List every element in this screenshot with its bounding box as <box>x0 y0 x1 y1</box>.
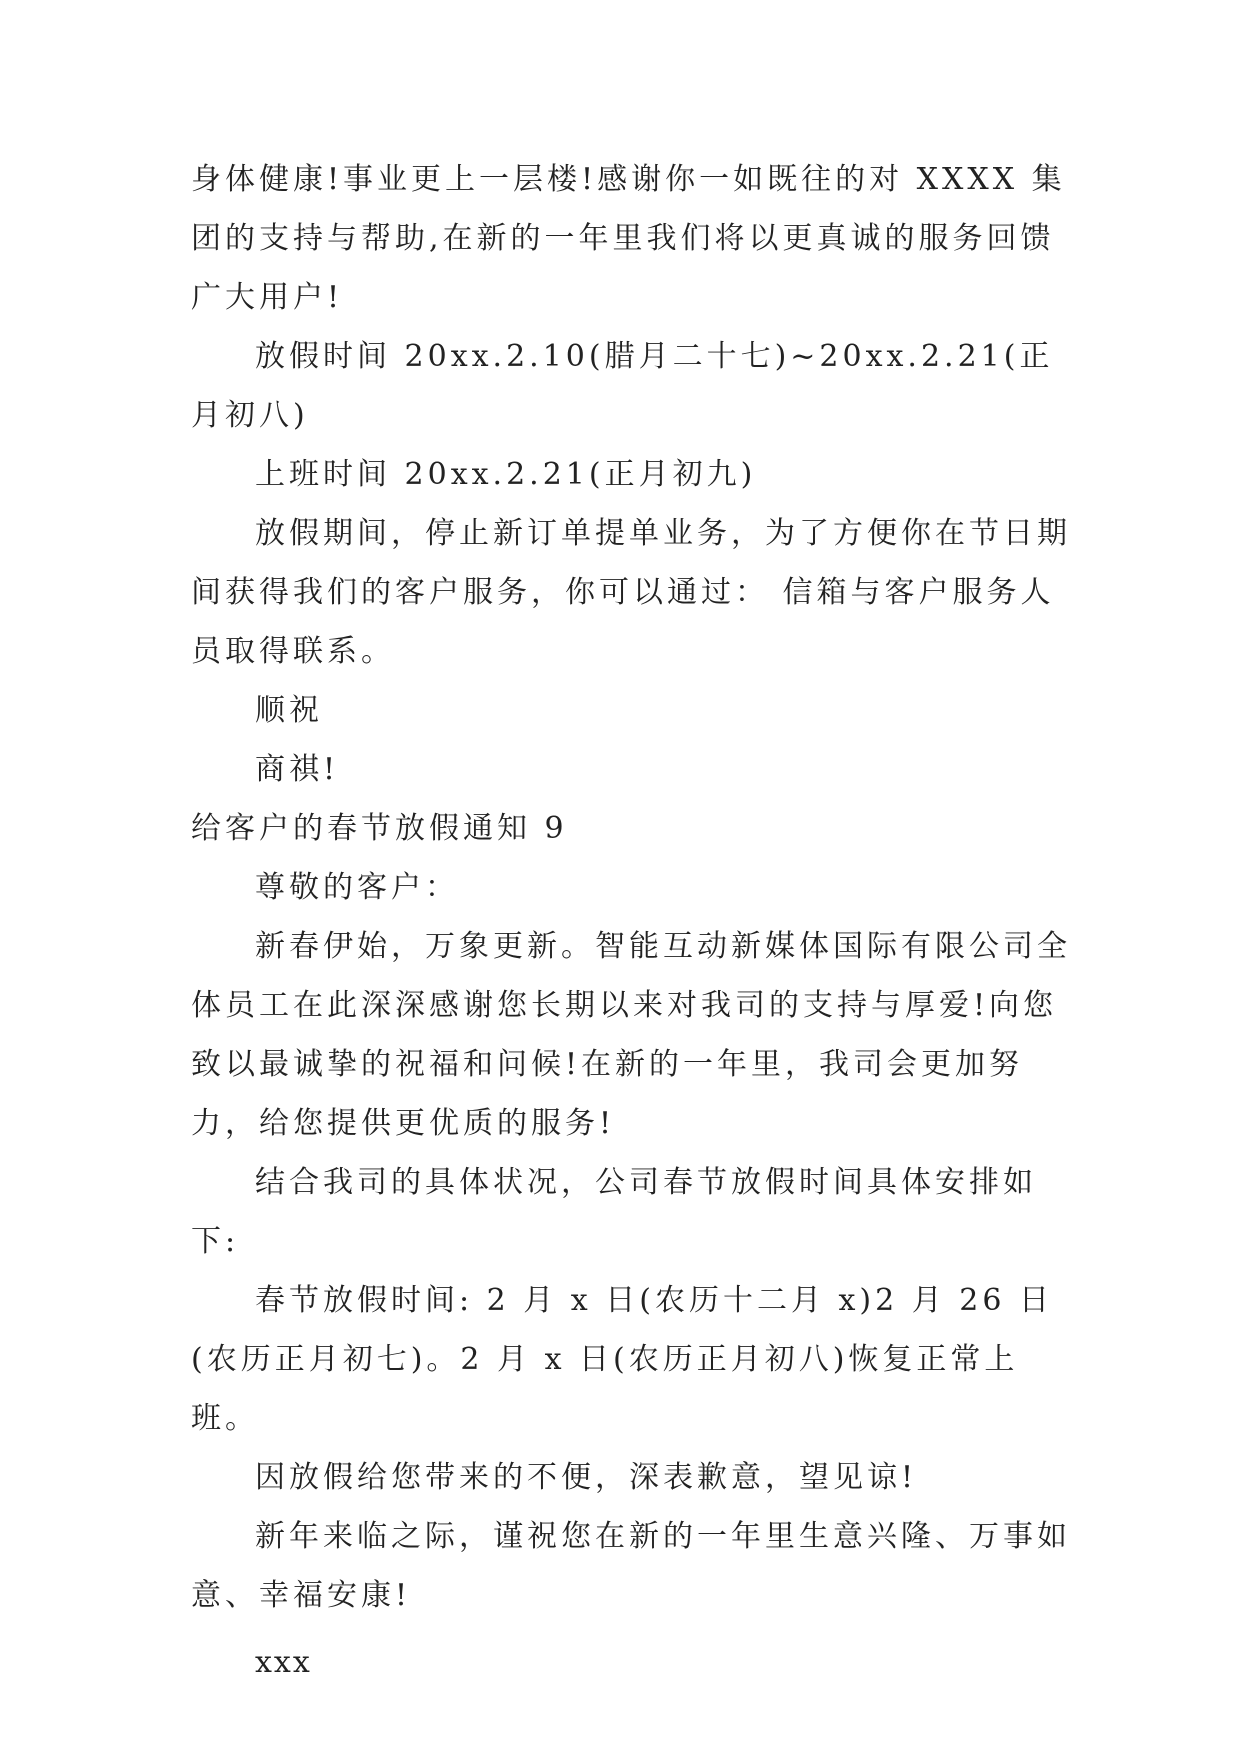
paragraph: 放假时间 20xx.2.10(腊月二十七)~20xx.2.21(正月初八) <box>191 339 1054 433</box>
paragraph: 尊敬的客户： <box>255 870 459 905</box>
paragraph: 身体健康!事业更上一层楼!感谢你一如既往的对 XXXX 集团的支持与帮助,在新的一年里我们将以更真诚的服务回馈广大用户! <box>191 162 1066 315</box>
paragraph: 上班时间 20xx.2.21(正月初九) <box>255 457 757 492</box>
bottom-paragraphs <box>191 858 1071 1625</box>
paragraph: 春节放假时间: 2 月 x 日(农历十二月 x)2 月 26 日(农历正月初七)。2 月 x 日(农历正月初八)恢复正常上班。 <box>191 1283 1053 1436</box>
section-title: 给客户的春节放假通知 9 <box>191 811 568 846</box>
paragraph: 新春伊始，万象更新。智能互动新媒体国际有限公司全体员工在此深深感谢您长期以来对我司的支持与厚爱!向您致以最诚挚的祝福和问候!在新的一年里，我司会更加努力，给您提供更优质的服务! <box>191 929 1071 1141</box>
signature: xxx <box>255 1645 312 1680</box>
paragraph: 放假期间，停止新订单提单业务，为了方便你在节日期间获得我们的客户服务，你可以通过： 信箱与客户服务人员取得联系。 <box>191 516 1071 669</box>
document-body <box>191 150 1071 1692</box>
paragraph: 顺祝 <box>255 693 323 728</box>
paragraph: 因放假给您带来的不便，深表歉意，望见谅! <box>255 1460 918 1495</box>
paragraph: 新年来临之际，谨祝您在新的一年里生意兴隆、万事如意、幸福安康! <box>191 1519 1071 1613</box>
top-paragraphs <box>191 150 1071 799</box>
paragraph: 结合我司的具体状况，公司春节放假时间具体安排如下: <box>191 1165 1037 1259</box>
paragraph: 商祺! <box>255 752 340 787</box>
